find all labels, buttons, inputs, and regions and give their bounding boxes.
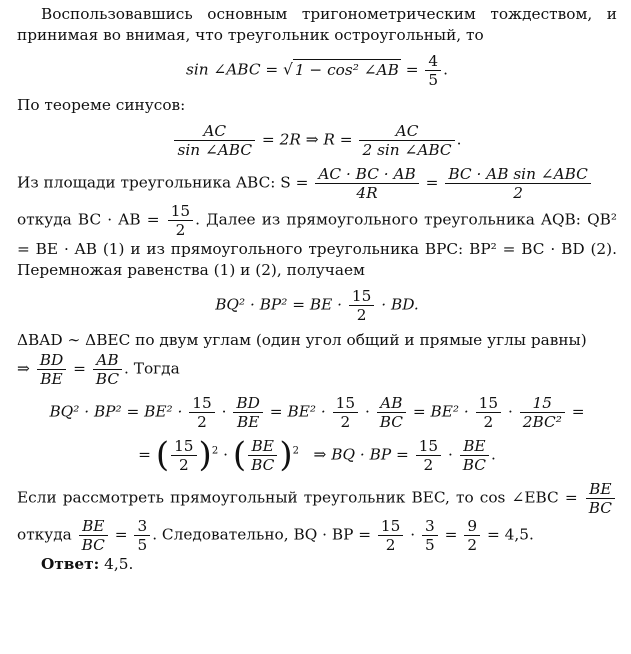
- eq4-f1d: 2: [189, 412, 214, 431]
- eq5-lparen-1: (: [155, 435, 170, 475]
- p5-arrow: ⇒: [17, 359, 30, 378]
- p4-den: 2: [168, 220, 193, 239]
- eq4-dot1: ·: [221, 402, 227, 421]
- eq5-b: ⇒ BQ · BP =: [313, 445, 409, 464]
- p6-f2d: BC: [79, 535, 108, 554]
- p6-f6n: 9: [467, 517, 478, 535]
- p6-f4n: 15: [380, 517, 401, 535]
- paragraph-products: [17, 202, 617, 281]
- eq1-eq: =: [405, 60, 419, 79]
- p6-t1: откуда: [17, 525, 72, 544]
- p4-fraction: [168, 202, 193, 239]
- eq4-frac-5: [476, 394, 501, 431]
- eq4-frac-4: [377, 394, 406, 431]
- eq5-end: .: [491, 445, 496, 464]
- p6-frac-4: [378, 517, 403, 554]
- p6-f1d: BC: [586, 498, 615, 517]
- p5-eq: =: [73, 359, 86, 378]
- eq1-fraction: [425, 52, 441, 89]
- eq5-rparen-2: ): [279, 435, 293, 475]
- eq5-frac-1: [171, 437, 196, 474]
- eq5-a: =: [138, 445, 151, 464]
- eq4-f5n: 15: [478, 394, 499, 412]
- answer-label: Ответ:: [41, 555, 100, 573]
- eq4-frac-2: [233, 394, 263, 431]
- eq5-f3d: 2: [416, 455, 441, 474]
- p6-frac-6: [464, 517, 480, 554]
- eq4-f3d: 2: [333, 412, 358, 431]
- eq4-dot2: ·: [364, 402, 370, 421]
- eq2-num1: AC: [203, 122, 227, 140]
- eq5-f4n: BE: [463, 437, 486, 455]
- p6-f1n: BE: [589, 480, 612, 498]
- eq5-frac-4: [460, 437, 489, 474]
- paragraph-cosine: [17, 480, 617, 554]
- eq5-f1d: 2: [171, 455, 196, 474]
- paragraph-similar: [17, 330, 617, 388]
- eq5-f1n: 15: [174, 437, 194, 455]
- eq2-mid: = 2R ⇒ R =: [261, 130, 353, 149]
- eq4-frac-3: [333, 394, 358, 431]
- eq5-rparen-1: ): [198, 435, 212, 475]
- p3-den1: 4R: [315, 183, 418, 202]
- eq2-den2: 2 sin ∠ABC: [359, 140, 454, 159]
- eq4-f4n: AB: [380, 394, 403, 412]
- eq4-f3n: 15: [335, 394, 356, 412]
- eq4-f6n: 15: [532, 394, 553, 412]
- eq5-f2d: BC: [248, 455, 277, 474]
- p4-rest: . Далее из прямоугольного треугольника AQB: QB² = BE · AB (1) и из прямоугольного треугольника BPC: BP² = BC · BD (2). Перемножая равенства (1) и (2), получаем: [17, 210, 617, 279]
- p5-then: . Тогда: [124, 359, 180, 378]
- paragraph-area: [17, 165, 617, 202]
- p6-f5n: 3: [425, 517, 435, 535]
- eq2-den1: sin ∠ABC: [174, 140, 255, 159]
- eq5-frac-3: [416, 437, 441, 474]
- eq4-f4d: BC: [377, 412, 406, 431]
- eq4-b: = BE² ·: [269, 402, 326, 421]
- eq5-dot: ·: [223, 445, 228, 464]
- paragraph-identity: Воспользовавшись основным тригонометрическим тождеством, и принимая во внимая, что треугольник остроугольный, то: [17, 5, 617, 44]
- p6-f3d: 5: [134, 535, 150, 554]
- p5-den1: BE: [37, 369, 67, 388]
- eq4-frac-1: [189, 394, 214, 431]
- p5-num2: AB: [96, 351, 119, 369]
- eq2-fraction-2: [359, 122, 454, 159]
- p6-f5d: 5: [422, 535, 438, 554]
- eq5-dot2: ·: [448, 445, 453, 464]
- p3-lead: Из площади треугольника ABC: S =: [17, 173, 309, 192]
- eq1-left: sin ∠ABC =: [185, 60, 279, 79]
- eq3-left: BQ² · BP² = BE ·: [215, 295, 343, 314]
- p6-frac-1: [586, 480, 615, 517]
- eq4-c: = BE² ·: [412, 402, 469, 421]
- eq3-num: 15: [351, 287, 372, 305]
- paragraph-sines: По теореме синусов:: [17, 96, 186, 114]
- p5-line1: ΔBAD ∼ ΔBEC по двум углам (один угол общий и прямые углы равны): [17, 331, 587, 349]
- p6-frac-5: [422, 517, 438, 554]
- equation-sin: sin ∠ABC = √ 1 − cos² ∠AB = $\frac{4}{5}$ .: [185, 52, 449, 89]
- answer-value: 4,5.: [104, 555, 134, 573]
- p3-num2: BC · AB sin ∠ABC: [448, 165, 588, 183]
- eq3-den: 2: [349, 305, 374, 324]
- p6-t4: =: [444, 525, 458, 544]
- eq4-f2d: BE: [233, 412, 263, 431]
- answer-line: [17, 554, 617, 575]
- eq4-f5d: 2: [476, 412, 501, 431]
- p6-frac-2: [79, 517, 108, 554]
- eq4-d: =: [571, 402, 585, 421]
- p5-num1: BD: [39, 351, 64, 369]
- eq1-num: 4: [428, 52, 439, 70]
- equation-chain-1: [17, 394, 617, 431]
- p4-num: 15: [170, 202, 191, 220]
- p6-frac-3: [134, 517, 150, 554]
- eq3-fraction: [349, 287, 374, 324]
- eq4-a: BQ² · BP² = BE² ·: [49, 402, 183, 421]
- p5-den2: BC: [93, 369, 122, 388]
- eq5-frac-2: [248, 437, 277, 474]
- p6-t2: =: [114, 525, 128, 544]
- eq4-f2n: BD: [236, 394, 260, 412]
- eq1-den: 5: [425, 70, 441, 89]
- p3-fraction-1: [315, 165, 418, 202]
- p6-t3: . Следовательно, BQ · BP =: [152, 525, 372, 544]
- eq5-f2n: BE: [251, 437, 274, 455]
- eq4-f6d: 2BC²: [520, 412, 565, 431]
- eq2-num2: AC: [395, 122, 419, 140]
- eq4-f1n: 15: [192, 394, 212, 412]
- p5-fraction-2: [93, 351, 122, 388]
- equation-multiply: [17, 287, 617, 324]
- p6-t5: = 4,5.: [486, 525, 534, 544]
- equation-chain-2: [17, 437, 617, 474]
- eq1-root: 1 − cos² ∠AB: [294, 60, 399, 79]
- p3-fraction-2: [445, 165, 591, 202]
- eq5-sq2: 2: [292, 445, 299, 457]
- p6-line1: Если рассмотреть прямоугольный треугольник BEC, то cos ∠EBC =: [17, 488, 578, 507]
- p3-eq: =: [425, 173, 439, 192]
- eq2-fraction-1: [174, 122, 255, 159]
- p6-f3n: 3: [137, 517, 148, 535]
- eq5-sq1: 2: [211, 445, 219, 457]
- eq5-f3n: 15: [418, 437, 439, 455]
- equation-sines: $\frac{AC}{\text{sin ∠ABC}}$ = 2R ⇒ R = $\frac{AC}{\text{2 sin ∠ABC}}$ .: [17, 122, 617, 159]
- eq4-frac-6: [520, 394, 565, 431]
- eq4-dot3: ·: [507, 402, 513, 421]
- p6-f6d: 2: [464, 535, 480, 554]
- p4-lead: откуда BC · AB =: [17, 210, 160, 229]
- eq5-lparen-2: (: [232, 435, 247, 475]
- p6-dot: ·: [410, 525, 416, 544]
- eq5-f4d: BC: [460, 455, 489, 474]
- p6-f2n: BE: [82, 517, 105, 535]
- p3-num1: AC · BC · AB: [318, 165, 416, 183]
- p6-f4d: 2: [378, 535, 403, 554]
- p5-fraction-1: [37, 351, 67, 388]
- eq3-right: · BD.: [381, 295, 419, 314]
- p3-den2: 2: [445, 183, 591, 202]
